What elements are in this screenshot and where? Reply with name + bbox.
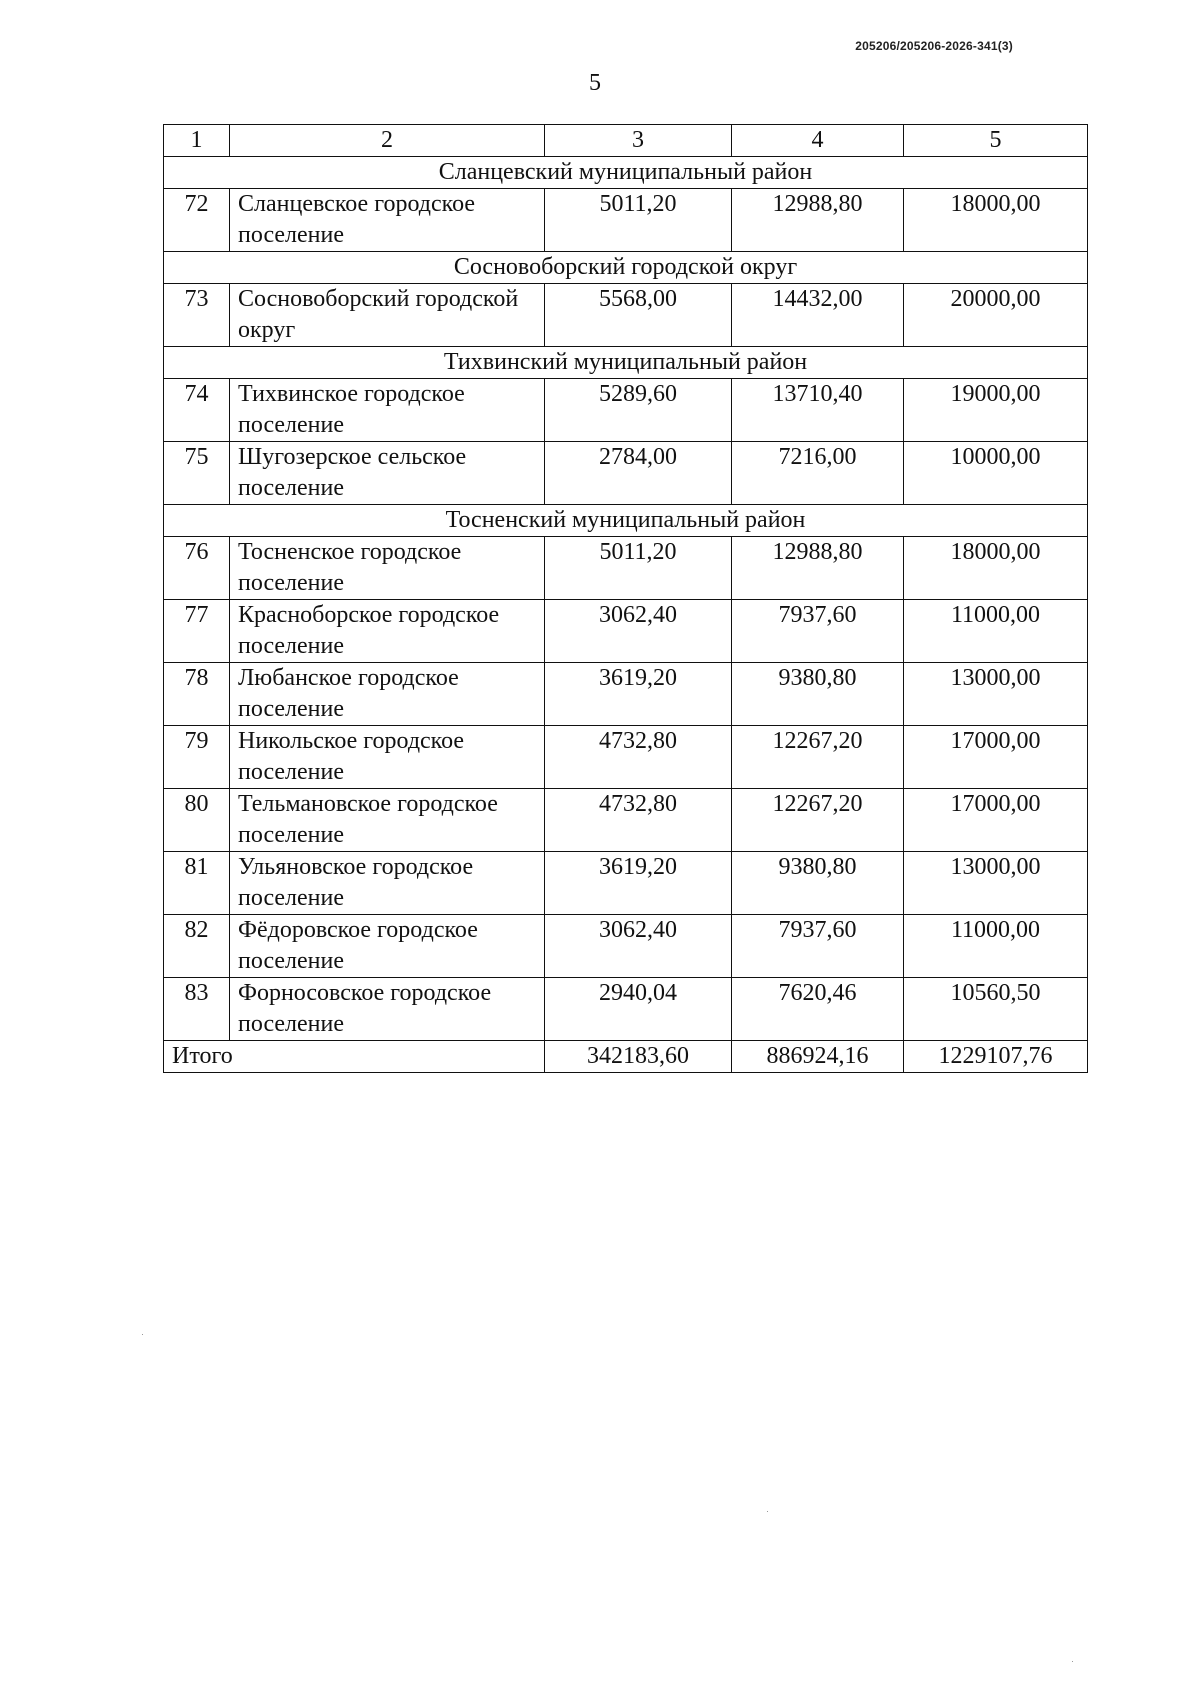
value-col-4: 9380,80: [732, 663, 904, 726]
value-col-5: 20000,00: [904, 284, 1088, 347]
value-col-4: 12267,20: [732, 726, 904, 789]
settlement-name: Любанское городское поселение: [230, 663, 545, 726]
settlement-name: Тельмановское городское поселение: [230, 789, 545, 852]
row-number: 73: [164, 284, 230, 347]
value-col-3: 3619,20: [545, 663, 732, 726]
table-row: [164, 726, 1088, 789]
settlement-name: Фёдоровское городское поселение: [230, 915, 545, 978]
table-row: [164, 442, 1088, 505]
row-number: 82: [164, 915, 230, 978]
value-col-4: 12267,20: [732, 789, 904, 852]
value-col-5: 11000,00: [904, 915, 1088, 978]
row-number: 79: [164, 726, 230, 789]
value-col-4: 7620,46: [732, 978, 904, 1041]
row-number: 78: [164, 663, 230, 726]
value-col-5: 18000,00: [904, 189, 1088, 252]
value-col-3: 3062,40: [545, 915, 732, 978]
header-cell-2: 2: [230, 125, 545, 157]
value-col-3: 3619,20: [545, 852, 732, 915]
value-col-5: 11000,00: [904, 600, 1088, 663]
settlement-name: Сосновоборский городской округ: [230, 284, 545, 347]
value-col-3: 2784,00: [545, 442, 732, 505]
section-title: Сланцевский муниципальный район: [164, 157, 1088, 189]
document-id: 205206/205206-2026-341(3): [855, 39, 1013, 53]
row-number: 74: [164, 379, 230, 442]
settlement-name: Сланцевское городское поселение: [230, 189, 545, 252]
table-row: [164, 852, 1088, 915]
settlement-name: Тихвинское городское поселение: [230, 379, 545, 442]
total-col-3: 342183,60: [545, 1041, 732, 1073]
table-row: [164, 600, 1088, 663]
section-title: Сосновоборский городской округ: [164, 252, 1088, 284]
settlement-name: Ульяновское городское поселение: [230, 852, 545, 915]
value-col-4: 12988,80: [732, 537, 904, 600]
settlement-name: Никольское городское поселение: [230, 726, 545, 789]
value-col-5: 13000,00: [904, 663, 1088, 726]
value-col-3: 5011,20: [545, 189, 732, 252]
row-number: 77: [164, 600, 230, 663]
row-number: 76: [164, 537, 230, 600]
table-row: [164, 379, 1088, 442]
value-col-4: 7216,00: [732, 442, 904, 505]
value-col-3: 5011,20: [545, 537, 732, 600]
value-col-3: 5289,60: [545, 379, 732, 442]
section-title: Тихвинский муниципальный район: [164, 347, 1088, 379]
total-label: Итого: [164, 1041, 545, 1073]
value-col-5: 10560,50: [904, 978, 1088, 1041]
scan-artifact: [767, 1511, 768, 1512]
section-row: [164, 505, 1088, 537]
total-col-4: 886924,16: [732, 1041, 904, 1073]
value-col-3: 5568,00: [545, 284, 732, 347]
row-number: 80: [164, 789, 230, 852]
table-row: [164, 978, 1088, 1041]
value-col-4: 9380,80: [732, 852, 904, 915]
settlement-name: Шугозерское сельское поселение: [230, 442, 545, 505]
section-row: [164, 347, 1088, 379]
value-col-5: 17000,00: [904, 726, 1088, 789]
header-cell-3: 3: [545, 125, 732, 157]
value-col-5: 19000,00: [904, 379, 1088, 442]
header-cell-5: 5: [904, 125, 1088, 157]
value-col-3: 2940,04: [545, 978, 732, 1041]
table-row: [164, 537, 1088, 600]
value-col-5: 10000,00: [904, 442, 1088, 505]
settlement-name: Тосненское городское поселение: [230, 537, 545, 600]
value-col-5: 17000,00: [904, 789, 1088, 852]
value-col-3: 3062,40: [545, 600, 732, 663]
header-row: [164, 125, 1088, 157]
header-cell-4: 4: [732, 125, 904, 157]
section-row: [164, 157, 1088, 189]
table-row: [164, 663, 1088, 726]
section-title: Тосненский муниципальный район: [164, 505, 1088, 537]
header-cell-1: 1: [164, 125, 230, 157]
value-col-4: 12988,80: [732, 189, 904, 252]
value-col-4: 14432,00: [732, 284, 904, 347]
value-col-4: 7937,60: [732, 600, 904, 663]
table-row: [164, 189, 1088, 252]
row-number: 81: [164, 852, 230, 915]
value-col-5: 13000,00: [904, 852, 1088, 915]
table-row: [164, 789, 1088, 852]
value-col-3: 4732,80: [545, 789, 732, 852]
section-row: [164, 252, 1088, 284]
settlement-name: Форносовское городское поселение: [230, 978, 545, 1041]
value-col-4: 7937,60: [732, 915, 904, 978]
total-row: [164, 1041, 1088, 1073]
table-body: [164, 125, 1088, 1073]
value-col-4: 13710,40: [732, 379, 904, 442]
row-number: 72: [164, 189, 230, 252]
scan-artifact: [142, 1334, 143, 1335]
scan-artifact: [1072, 1661, 1073, 1662]
value-col-3: 4732,80: [545, 726, 732, 789]
settlement-name: Красноборское городское поселение: [230, 600, 545, 663]
data-table: [163, 124, 1088, 1073]
table-row: [164, 284, 1088, 347]
page-number: 5: [589, 70, 601, 96]
row-number: 83: [164, 978, 230, 1041]
table-row: [164, 915, 1088, 978]
row-number: 75: [164, 442, 230, 505]
value-col-5: 18000,00: [904, 537, 1088, 600]
total-col-5: 1229107,76: [904, 1041, 1088, 1073]
